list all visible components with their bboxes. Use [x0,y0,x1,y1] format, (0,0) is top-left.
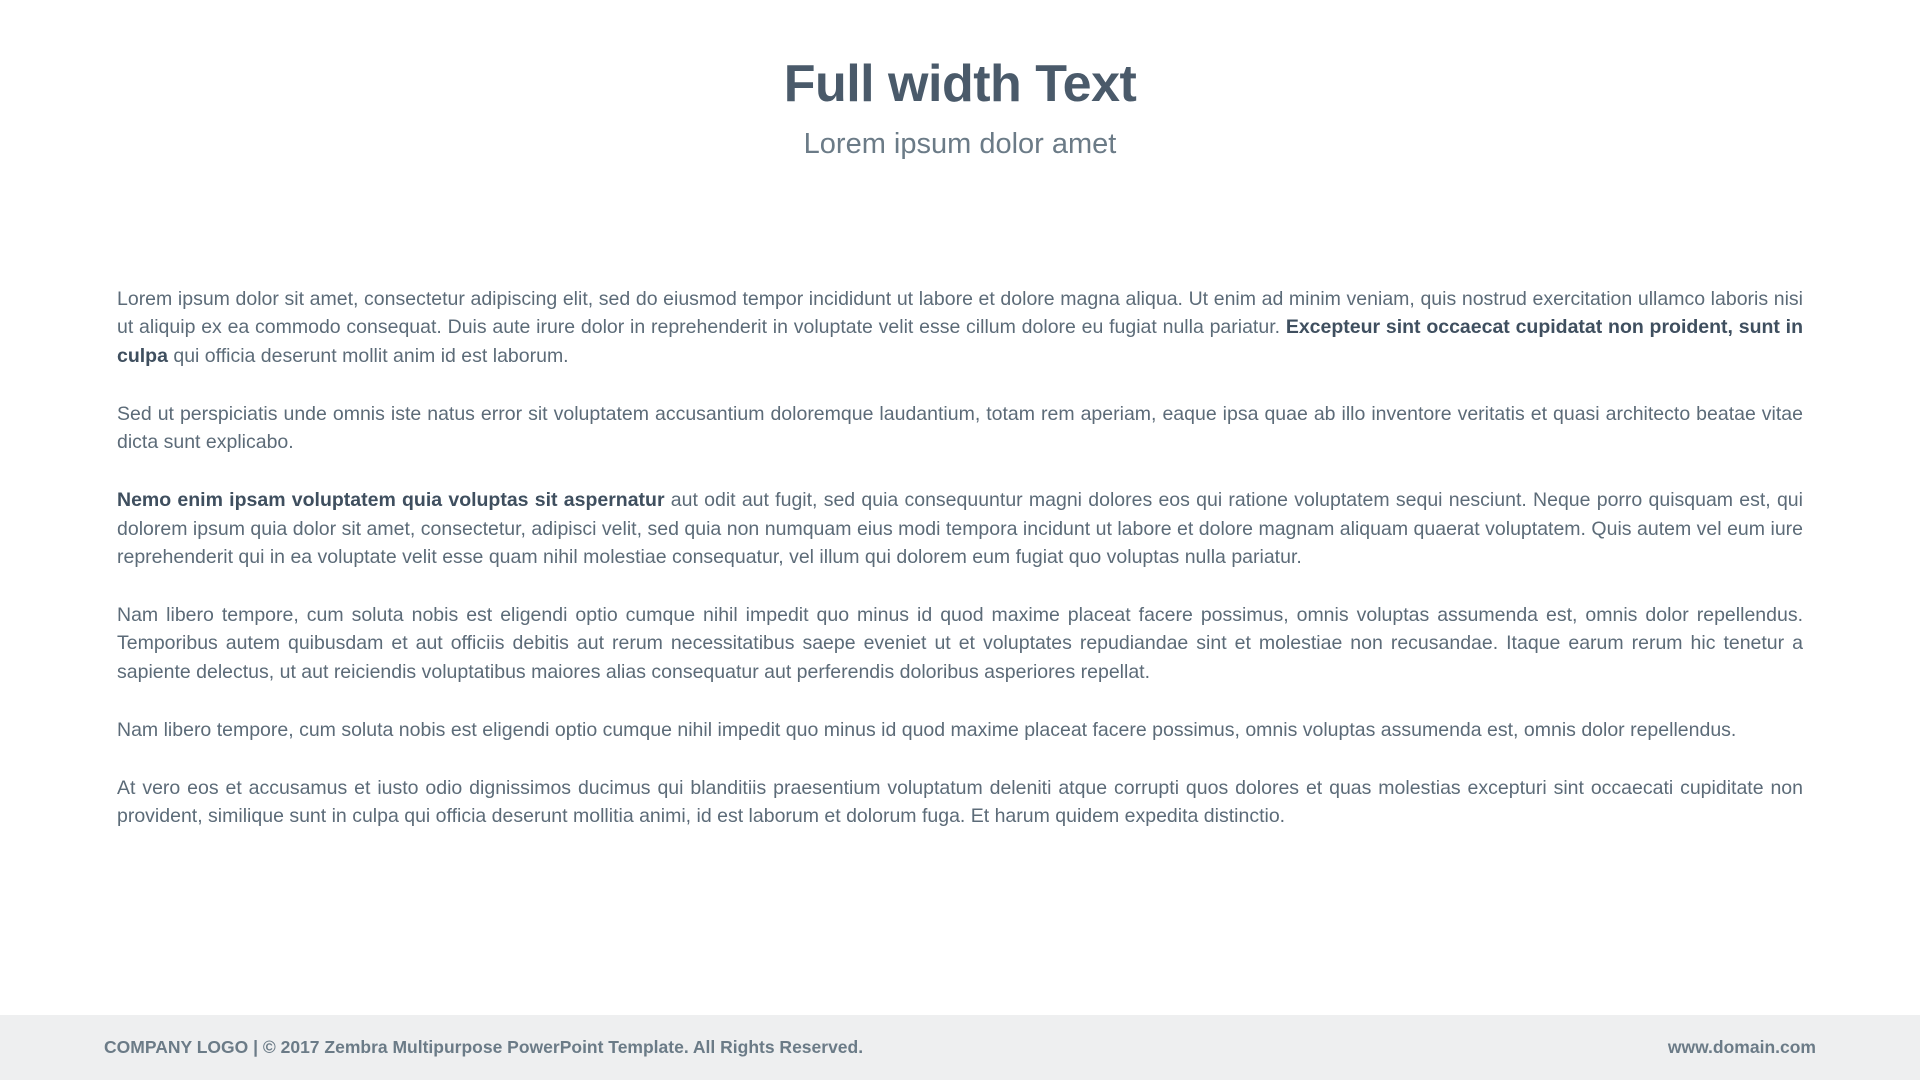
body-text-block [117,285,1803,831]
page-title: Full width Text [783,55,1137,113]
paragraph-3 [117,486,1803,571]
body-text: Lorem ipsum dolor sit amet, consectetur adipiscing elit, sed do eiusmod tempor incididunt ut labore et dolore magna aliqua. Ut enim ad minim veniam, quis nostrud exercitation ullamco laboris nisi ut aliquip ex ea commodo consequat. Duis aute irure dolor in reprehenderit in voluptate velit esse cillum dolore eu fugiat nulla pariatur. [117,288,1803,339]
paragraph-6 [117,774,1803,831]
paragraph-5 [117,716,1803,744]
paragraph-1 [117,285,1803,370]
paragraph-2 [117,400,1803,457]
paragraph-4 [117,601,1803,686]
body-text: Sed ut perspiciatis unde omnis iste natus error sit voluptatem accusantium doloremque laudantium, totam rem aperiam, eaque ipsa quae ab illo inventore veritatis et quasi architecto beatae vitae dicta sunt explicabo. [117,402,1803,454]
emphasis-text: Excepteur sint occaecat cupidatat non proident, sunt in culpa [117,316,1803,367]
body-text: aut odit aut fugit, sed quia consequuntur magni dolores eos qui ratione voluptatem sequi nesciunt. Neque porro quisquam est, qui dolorem ipsum quia dolor sit amet, consectetur, adipisci velit, sed quia non numquam eius modi tempora incidunt ut labore et dolore magnam aliquam quaerat voluptatem. Quis autem vel eum iure reprehenderit qui in ea voluptate velit esse quam nihil molestiae consequatur, vel illum qui dolorem eum fugiat quo voluptas nulla pariatur. [117,489,1803,568]
slide-footer [0,1015,1920,1080]
body-text: At vero eos et accusamus et iusto odio dignissimos ducimus qui blanditiis praesentium voluptatum deleniti atque corrupti quos dolores et quas molestias excepturi sint occaecati cupiditate non provident, similique sunt in culpa qui officia deserunt mollitia animi, id est laborum et dolorum fuga. Et harum quidem expedita distinctio. [117,777,1803,828]
footer-website-link[interactable]: www.domain.com [1667,1037,1816,1057]
page-subtitle: Lorem ipsum dolor amet [803,128,1117,161]
body-text: Nam libero tempore, cum soluta nobis est eligendi optio cumque nihil impedit quo minus id quod maxime placeat facere possimus, omnis voluptas assumenda est, omnis dolor repellendus. [117,718,1737,741]
slide-header [0,0,1920,162]
body-text: Nam libero tempore, cum soluta nobis est eligendi optio cumque nihil impedit quo minus id quod maxime placeat facere possimus, omnis voluptas assumenda est, omnis dolor repellendus. Temporibus autem quibusdam et aut officiis debitis aut rerum necessitatibus saepe eveniet ut et voluptates repudiandae sint et molestiae non recusandae. Itaque earum rerum hic tenetur a sapiente delectus, ut aut reiciendis voluptatibus maiores alias consequatur aut perferendis doloribus asperiores repellat. [117,604,1803,683]
body-text: qui officia deserunt mollit anim id est laborum. [167,344,569,367]
emphasis-text: Nemo enim ipsam voluptatem quia voluptas sit aspernatur [117,489,665,512]
footer-copyright: COMPANY LOGO | © 2017 Zembra Multipurpose PowerPoint Template. All Rights Reserved. [104,1037,864,1057]
